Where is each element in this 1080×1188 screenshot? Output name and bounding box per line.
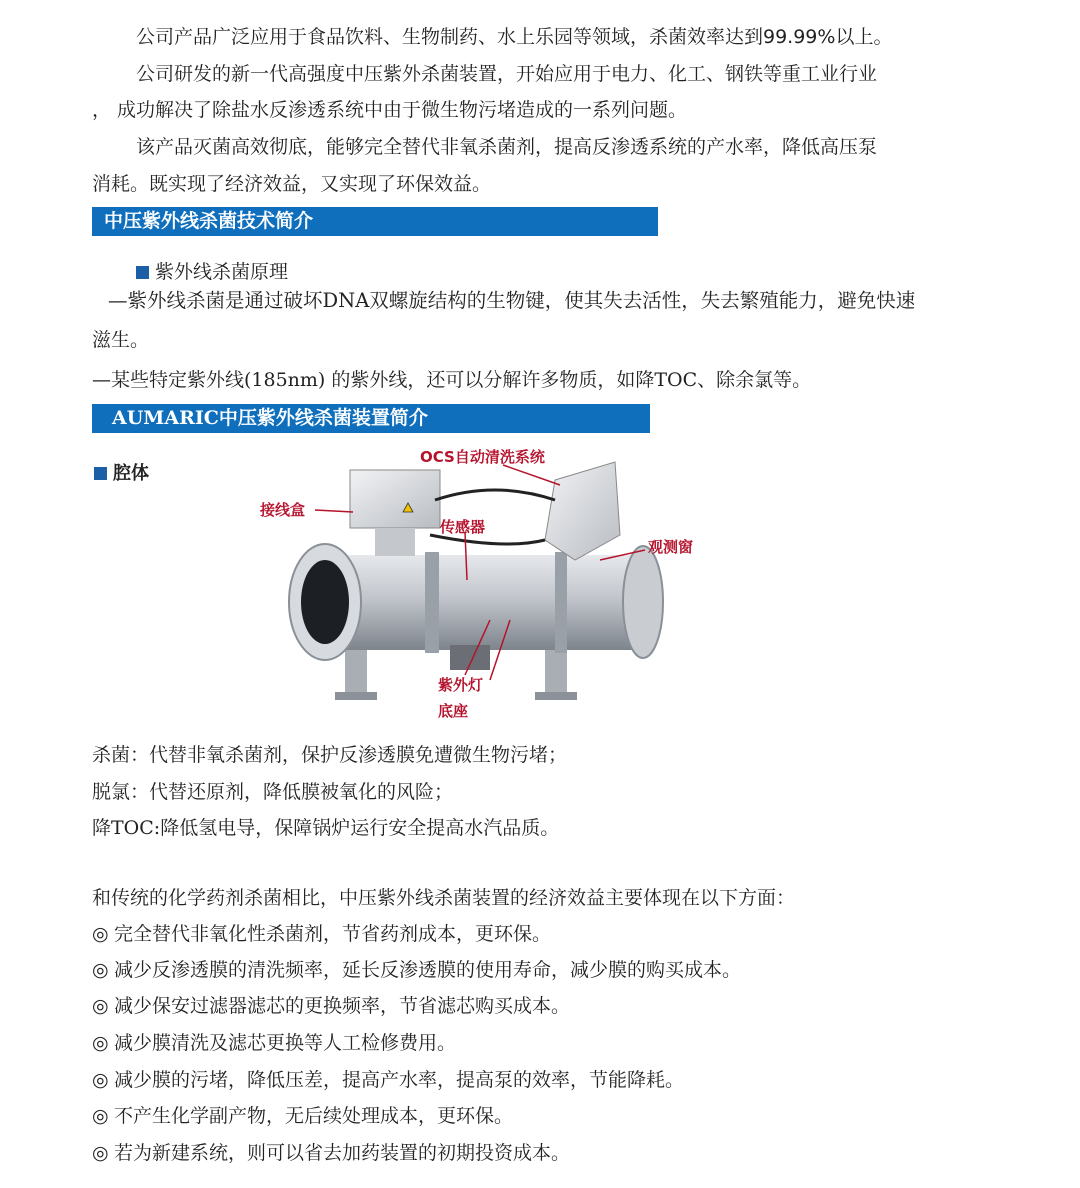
label-uv-lamp: 紫外灯	[438, 676, 484, 694]
subheading-uv-principle	[136, 259, 288, 285]
section-banner-uv-tech: 中压紫外线杀菌技术简介	[92, 207, 658, 236]
cable	[430, 535, 545, 544]
benefit-item: ◎ 减少膜清洗及滤芯更换等人工检修费用。	[92, 1032, 457, 1054]
bullet-icon: ◎	[92, 1032, 109, 1054]
pipe-ring	[555, 552, 567, 653]
square-bullet-icon	[136, 266, 149, 279]
bullet-icon: ◎	[92, 1105, 109, 1127]
benefit-item: ◎ 若为新建系统，则可以省去加药装置的初期投资成本。	[92, 1142, 571, 1164]
callout-line	[315, 510, 353, 512]
foot-right	[535, 692, 577, 700]
pipe-ring	[425, 552, 439, 653]
principle-line-1: —紫外线杀菌是通过破坏DNA双螺旋结构的生物键，使其失去活性，失去繁殖能力，避免快速	[108, 289, 916, 312]
benefit-item: ◎ 不产生化学副产物，无后续处理成本，更环保。	[92, 1105, 514, 1127]
cable	[435, 490, 555, 500]
label-base: 底座	[438, 702, 469, 720]
ocs-cleaning-hood	[545, 462, 620, 560]
bullet-icon: ◎	[92, 995, 109, 1017]
bullet-icon: ◎	[92, 1142, 109, 1164]
principle-line-2: 滋生。	[92, 329, 150, 351]
intro-paragraph-2-line-2: ， 成功解决了除盐水反渗透系统中由于微生物污堵造成的一系列问题。	[92, 99, 688, 121]
uv-lamp-valve	[450, 645, 490, 670]
label-sensor: 传感器	[440, 518, 486, 536]
function-toc-reduction: 降TOC:降低氢电导，保障锅炉运行安全提高水汽品质。	[92, 817, 560, 839]
subheading-text: 紫外线杀菌原理	[155, 261, 289, 283]
benefit-item: ◎ 减少膜的污堵，降低压差，提高产水率，提高泵的效率，节能降耗。	[92, 1069, 685, 1091]
benefits-intro: 和传统的化学药剂杀菌相比，中压紫外线杀菌装置的经济效益主要体现在以下方面：	[92, 887, 796, 909]
main-chamber-pipe	[315, 555, 645, 650]
label-view-window: 观测窗	[648, 538, 694, 556]
principle-line-3: —某些特定紫外线(185nm) 的紫外线，还可以分解许多物质，如降TOC、除余氯等。	[92, 369, 812, 391]
intro-paragraph-2-line-1: 公司研发的新一代高强度中压紫外杀菌装置，开始应用于电力、化工、钢铁等重工业行业	[136, 63, 878, 85]
benefit-item: ◎ 减少保安过滤器滤芯的更换频率，节省滤芯购买成本。	[92, 995, 571, 1017]
bullet-icon: ◎	[92, 1069, 109, 1091]
label-ocs-system: OCS自动清洗系统	[420, 448, 545, 466]
section-banner-aumaric-device: AUMARIC中压紫外线杀菌装置简介	[92, 404, 650, 433]
foot-left	[335, 692, 377, 700]
junction-box	[350, 470, 440, 528]
intro-paragraph-3-line-2: 消耗。既实现了经济效益，又实现了环保效益。	[92, 173, 492, 195]
intro-paragraph-1: 公司产品广泛应用于食品饮料、生物制药、水上乐园等领域，杀菌效率达到99.99%以上。	[136, 26, 893, 48]
label-junction-box: 接线盒	[260, 501, 306, 519]
square-bullet-icon	[94, 467, 107, 480]
function-sterilization: 杀菌：代替非氧杀菌剂，保护反渗透膜免遭微生物污堵；	[92, 744, 568, 766]
benefit-item: ◎ 完全替代非氧化性杀菌剂，节省药剂成本，更环保。	[92, 923, 552, 945]
uv-sterilizer-device-illustration	[255, 440, 700, 725]
left-flange-opening	[301, 560, 349, 644]
subheading-chamber	[94, 461, 149, 487]
junction-box-stand	[375, 528, 415, 556]
function-dechlorination: 脱氯：代替还原剂，降低膜被氧化的风险；	[92, 781, 454, 803]
bullet-icon: ◎	[92, 959, 109, 981]
bullet-icon: ◎	[92, 923, 109, 945]
right-flange	[623, 546, 663, 658]
subheading-text: 腔体	[113, 463, 149, 484]
intro-paragraph-3-line-1: 该产品灭菌高效彻底，能够完全替代非氧杀菌剂，提高反渗透系统的产水率，降低高压泵	[136, 136, 878, 158]
callout-line	[503, 465, 560, 485]
benefit-item: ◎ 减少反渗透膜的清洗频率，延长反渗透膜的使用寿命，减少膜的购买成本。	[92, 959, 742, 981]
